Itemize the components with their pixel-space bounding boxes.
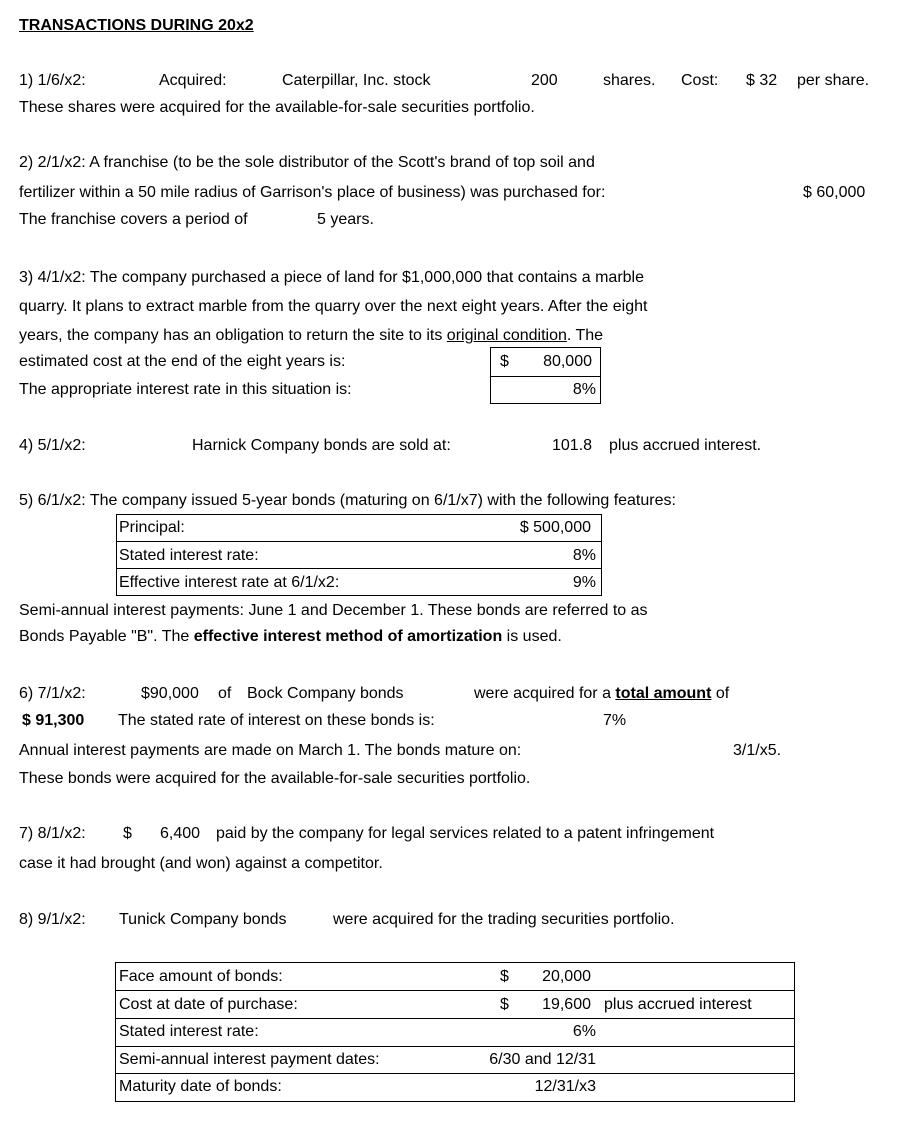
- t8-dates-label: Semi-annual interest payment dates:: [119, 1051, 380, 1068]
- t3-rate: 8%: [572, 381, 596, 398]
- t5-stated-value: 8%: [572, 547, 596, 564]
- t2-line1: 2) 2/1/x2: A franchise (to be the sole distributor of the Scott's brand of top soil and: [19, 154, 595, 171]
- t8-maturity-value: 12/31/x3: [534, 1078, 596, 1095]
- t4-price: 101.8: [552, 437, 593, 454]
- t6-of2: of: [711, 685, 730, 702]
- t3-line3: [19, 326, 603, 346]
- t7-amount: 6,400: [160, 825, 201, 842]
- t3-box-divider: [490, 376, 601, 377]
- t3-line5: The appropriate interest rate in this situation is:: [19, 381, 352, 398]
- t1-cost-label: Cost:: [681, 72, 719, 89]
- t6-stated-rate: 7%: [603, 712, 627, 729]
- t6-acquired: [474, 684, 729, 704]
- t8-text: were acquired for the trading securities portfolio.: [333, 911, 675, 928]
- t6-number: 6) 7/1/x2:: [19, 685, 86, 702]
- t7-number: 7) 8/1/x2:: [19, 825, 86, 842]
- t8-cost-value: 19,600: [542, 996, 591, 1013]
- page-title: TRANSACTIONS DURING 20x2: [19, 17, 254, 34]
- t3-cost-value: 80,000: [543, 353, 592, 370]
- t4-number: 4) 5/1/x2:: [19, 437, 86, 454]
- t8-rate-label: Stated interest rate:: [119, 1023, 259, 1040]
- t6-line4: These bonds were acquired for the available-for-sale securities portfolio.: [19, 770, 531, 787]
- t5-note2c: is used.: [502, 628, 562, 645]
- t5-row-divider: [116, 541, 602, 542]
- t3-line1: 3) 4/1/x2: The company purchased a piece of land for $1,000,000 that contains a marble: [19, 269, 644, 286]
- t2-line2: fertilizer within a 50 mile radius of Garrison's place of business) was purchased for:: [19, 184, 606, 201]
- t5-note2: [19, 627, 562, 647]
- t1-shares-label: shares.: [603, 72, 656, 89]
- t5-stated-label: Stated interest rate:: [119, 547, 259, 564]
- t3-line3a: years, the company has an obligation to return the site to its: [19, 327, 447, 344]
- t7-line2: case it had brought (and won) against a competitor.: [19, 855, 383, 872]
- t2-years: 5 years.: [317, 211, 374, 228]
- t3-line4: estimated cost at the end of the eight years is:: [19, 353, 346, 370]
- t6-line3: Annual interest payments are made on March 1. The bonds mature on:: [19, 742, 522, 759]
- t6-total-label: total amount: [615, 685, 712, 702]
- t3-cost-dollar: $: [500, 353, 509, 370]
- t3-line3-underlined: original condition: [446, 327, 567, 344]
- t2-line3: The franchise covers a period of: [19, 211, 248, 228]
- t6-maturity: 3/1/x5.: [733, 742, 782, 759]
- t7-dollar: $: [123, 825, 132, 842]
- t1-per-share: per share.: [797, 72, 870, 89]
- t5-note2-bold: effective interest method of amortization: [193, 628, 503, 645]
- t6-of: of: [218, 685, 232, 702]
- t8-row-divider: [115, 1073, 795, 1074]
- t8-company: Tunick Company bonds: [119, 911, 287, 928]
- t5-row-divider: [116, 568, 602, 569]
- t8-cost-dollar: $: [500, 996, 509, 1013]
- t1-number: 1) 1/6/x2:: [19, 72, 86, 89]
- t4-text: Harnick Company bonds are sold at:: [192, 437, 451, 454]
- t1-shares: 200: [531, 72, 558, 89]
- t8-cost-label: Cost at date of purchase:: [119, 996, 298, 1013]
- t8-maturity-label: Maturity date of bonds:: [119, 1078, 282, 1095]
- t5-note2a: Bonds Payable "B". The: [19, 628, 194, 645]
- t1-note: These shares were acquired for the available-for-sale securities portfolio.: [19, 99, 535, 116]
- t6-total-value: $ 91,300: [22, 712, 85, 729]
- t1-cost: $ 32: [746, 72, 778, 89]
- t1-acquired-label: Acquired:: [159, 72, 227, 89]
- t6-stated-label: The stated rate of interest on these bonds is:: [118, 712, 435, 729]
- t3-line2: quarry. It plans to extract marble from the quarry over the next eight years. After the eight: [19, 298, 648, 315]
- t6-amount: $90,000: [141, 685, 199, 702]
- t5-principal-value: $ 500,000: [519, 519, 591, 536]
- t5-intro: 5) 6/1/x2: The company issued 5-year bonds (maturing on 6/1/x7) with the following features:: [19, 492, 676, 509]
- t8-number: 8) 9/1/x2:: [19, 911, 86, 928]
- t8-dates-value: 6/30 and 12/31: [489, 1051, 596, 1068]
- t1-company: Caterpillar, Inc. stock: [282, 72, 431, 89]
- t8-face-value: 20,000: [542, 968, 591, 985]
- t8-row-divider: [115, 990, 795, 991]
- t4-suffix: plus accrued interest.: [609, 437, 762, 454]
- t5-note1: Semi-annual interest payments: June 1 and December 1. These bonds are referred to as: [19, 602, 648, 619]
- t7-text: paid by the company for legal services related to a patent infringement: [216, 825, 715, 842]
- t8-face-dollar: $: [500, 968, 509, 985]
- t3-line3b: . The: [566, 327, 604, 344]
- t5-principal-label: Principal:: [119, 519, 185, 536]
- t8-cost-extra: plus accrued interest: [604, 996, 752, 1013]
- t2-amount: $ 60,000: [803, 184, 866, 201]
- t8-rate-value: 6%: [572, 1023, 596, 1040]
- t8-row-divider: [115, 1046, 795, 1047]
- t5-effective-label: Effective interest rate at 6/1/x2:: [119, 574, 340, 591]
- t6-company: Bock Company bonds: [247, 685, 404, 702]
- t8-row-divider: [115, 1018, 795, 1019]
- t8-face-label: Face amount of bonds:: [119, 968, 283, 985]
- t6-acq-text: were acquired for a: [474, 685, 616, 702]
- t5-effective-value: 9%: [572, 574, 596, 591]
